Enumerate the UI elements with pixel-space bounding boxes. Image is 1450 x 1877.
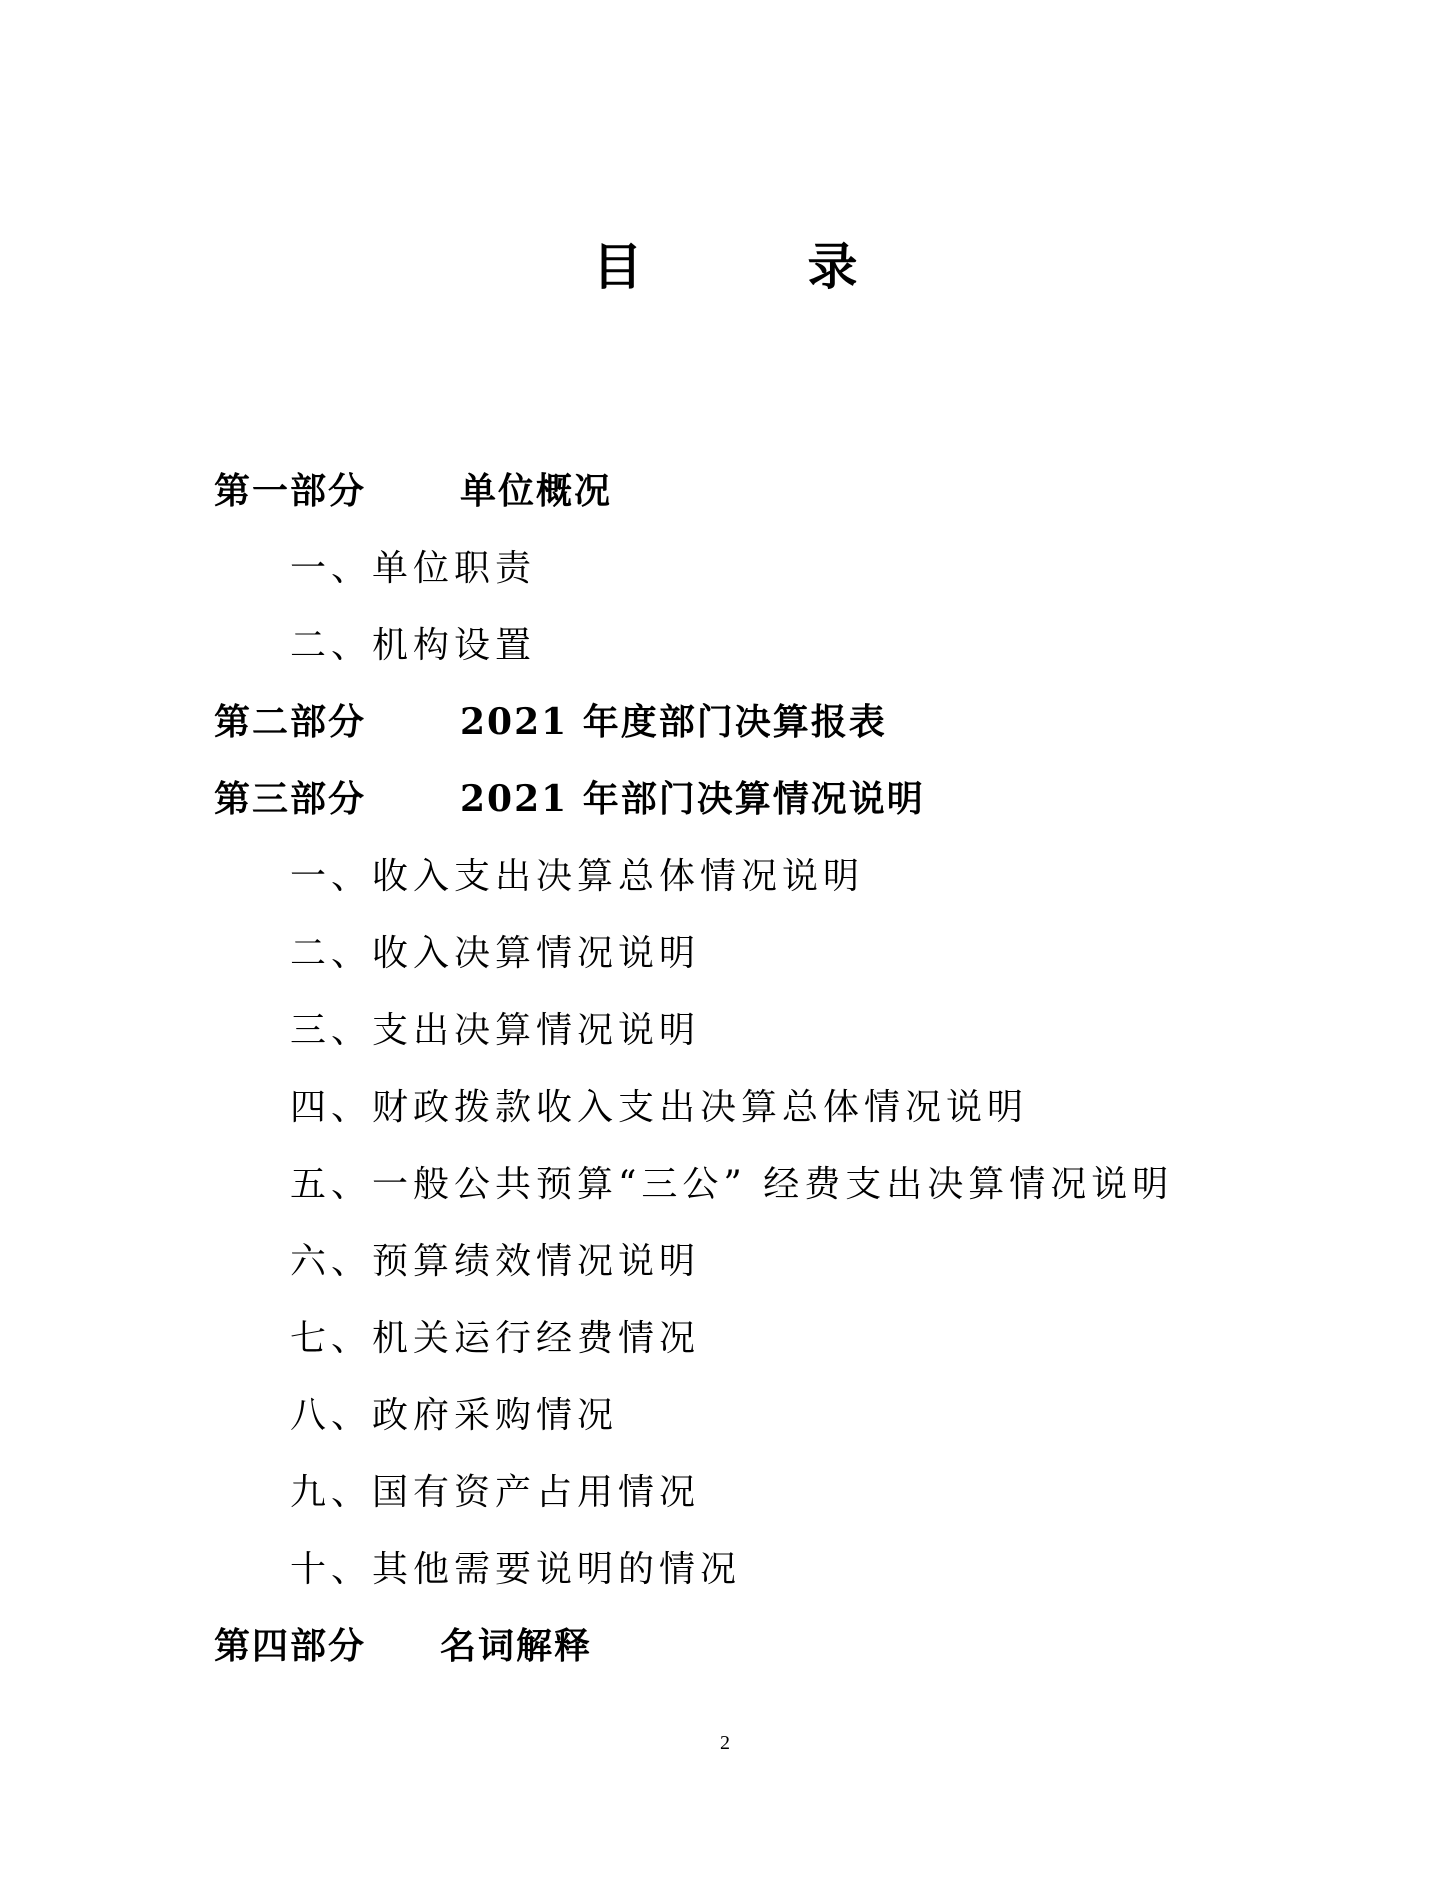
toc-item: 三、支出决算情况说明 <box>290 1010 701 1051</box>
part-label: 第一部分 <box>214 470 367 512</box>
toc-item: 一、单位职责 <box>290 548 537 589</box>
toc-item: 八、政府采购情况 <box>290 1395 619 1436</box>
part-title: 单位概况 <box>460 470 613 512</box>
toc-item: 十、其他需要说明的情况 <box>290 1549 742 1590</box>
toc-item: 九、国有资产占用情况 <box>290 1472 701 1513</box>
part-label: 第二部分 <box>214 701 367 743</box>
toc-item: 二、收入决算情况说明 <box>290 933 701 974</box>
title-char-1: 目 <box>592 237 643 296</box>
toc-part-1 <box>214 453 1354 530</box>
page-number: 2 <box>720 1732 730 1754</box>
page-title <box>0 232 1450 302</box>
toc-item: 七、机关运行经费情况 <box>290 1318 701 1359</box>
part-label: 第三部分 <box>214 778 367 820</box>
toc-item: 六、预算绩效情况说明 <box>290 1241 701 1282</box>
toc-part-3 <box>214 761 1354 838</box>
title-char-2: 录 <box>807 237 858 296</box>
table-of-contents <box>214 453 1354 1685</box>
toc-part-2 <box>214 684 1354 761</box>
toc-item: 一、收入支出决算总体情况说明 <box>290 856 865 897</box>
toc-item: 二、机构设置 <box>290 625 537 666</box>
part-title: 2021 年部门决算情况说明 <box>460 778 925 820</box>
toc-item: 四、财政拨款收入支出决算总体情况说明 <box>290 1087 1029 1128</box>
toc-part-4 <box>214 1608 1354 1685</box>
part-title: 名词解释 <box>440 1625 593 1667</box>
toc-item: 五、一般公共预算“三公” 经费支出决算情况说明 <box>290 1164 1174 1205</box>
part-title: 2021 年度部门决算报表 <box>460 701 887 743</box>
part-label: 第四部分 <box>214 1625 367 1667</box>
